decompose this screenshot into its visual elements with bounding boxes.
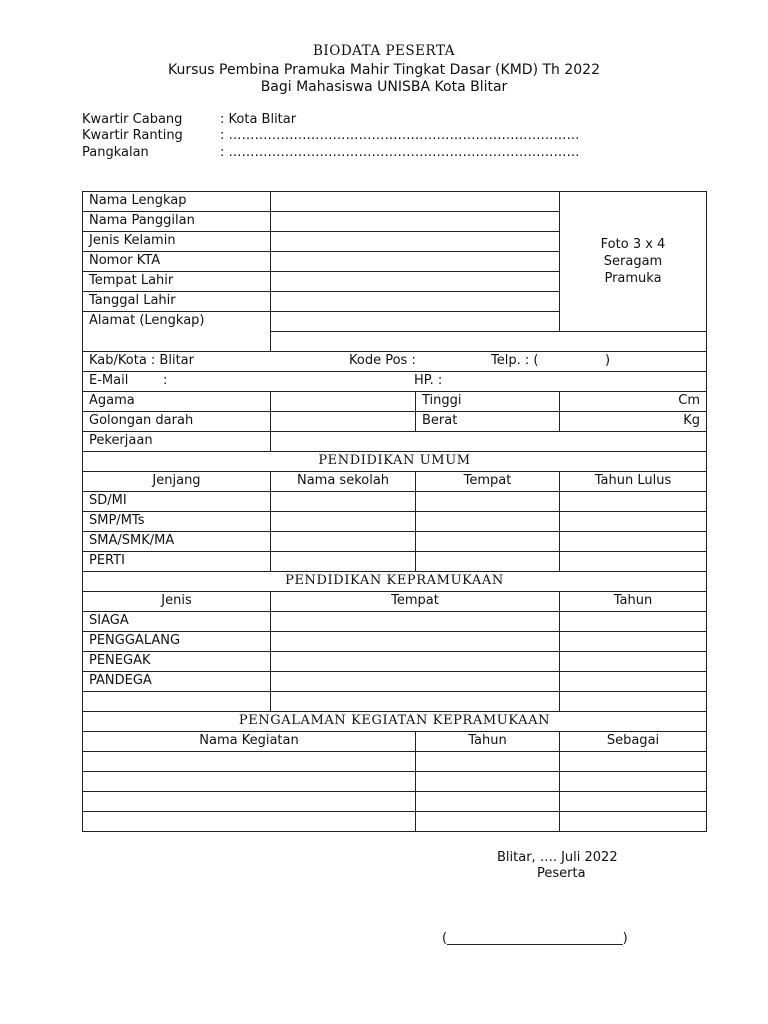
hp-label: HP. : [414, 373, 443, 388]
pg-cell[interactable] [416, 752, 560, 772]
pg-cell[interactable] [83, 752, 416, 772]
tinggi-label: Tinggi [416, 392, 560, 412]
berat-label: Berat [416, 412, 560, 432]
pu-row-label: SMP/MTs [83, 512, 271, 532]
table-row [83, 692, 707, 712]
kwartir-cabang-value: : Kota Blitar [220, 112, 297, 127]
biodata-form-table [82, 191, 707, 832]
pu-row-label: SD/MI [83, 492, 271, 512]
pk-cell[interactable] [271, 612, 560, 632]
tempat-lahir-label: Tempat Lahir [83, 272, 271, 292]
kwartir-cabang-row [82, 112, 296, 128]
pg-cell[interactable] [416, 792, 560, 812]
pk-row-label: SIAGA [83, 612, 271, 632]
pg-cell[interactable] [416, 772, 560, 792]
tanggal-lahir-field[interactable] [271, 292, 560, 312]
nomor-kta-label: Nomor KTA [83, 252, 271, 272]
pg-cell[interactable] [83, 772, 416, 792]
pangkalan-label: Pangkalan [82, 145, 149, 160]
pk-cell[interactable] [560, 652, 707, 672]
pg-col-tahun: Tahun [416, 732, 560, 752]
photo-text-2: Seragam [603, 254, 663, 269]
kwartir-cabang-label: Kwartir Cabang [82, 112, 183, 127]
pu-cell[interactable] [560, 492, 707, 512]
table-row [83, 772, 707, 792]
pk-col-tempat: Tempat [271, 592, 560, 612]
golongan-darah-field[interactable] [271, 412, 416, 432]
document-subtitle: Kursus Pembina Pramuka Mahir Tingkat Dasar (KMD) Th 2022 [168, 62, 600, 78]
pg-cell[interactable] [416, 812, 560, 832]
jenis-kelamin-label: Jenis Kelamin [83, 232, 271, 252]
pu-col-tahun-lulus: Tahun Lulus [560, 472, 707, 492]
table-row [83, 752, 707, 772]
pk-cell[interactable] [560, 612, 707, 632]
nama-lengkap-label: Nama Lengkap [83, 192, 271, 212]
pg-cell[interactable] [560, 772, 707, 792]
email-row[interactable] [83, 372, 707, 392]
berat-unit[interactable]: Kg [560, 412, 707, 432]
pk-cell[interactable] [271, 672, 560, 692]
pangkalan-value: : ……………………………………………………………………… [220, 145, 580, 160]
golongan-darah-label: Golongan darah [83, 412, 271, 432]
pekerjaan-field[interactable] [271, 432, 707, 452]
photo-text-1: Foto 3 x 4 [600, 237, 666, 252]
pu-col-nama-sekolah: Nama sekolah [271, 472, 416, 492]
pk-row-label[interactable] [83, 692, 271, 712]
table-row [83, 552, 707, 572]
pu-cell[interactable] [271, 552, 416, 572]
pu-cell[interactable] [560, 552, 707, 572]
pg-cell[interactable] [560, 812, 707, 832]
pk-row-label: PENGGALANG [83, 632, 271, 652]
table-row [83, 632, 707, 652]
pk-row-label: PENEGAK [83, 652, 271, 672]
pendidikan-kepramukaan-heading: PENDIDIKAN KEPRAMUKAAN [83, 572, 707, 592]
nama-panggilan-field[interactable] [271, 212, 560, 232]
kwartir-ranting-row [82, 128, 580, 144]
tempat-lahir-field[interactable] [271, 272, 560, 292]
table-row [83, 492, 707, 512]
pg-cell[interactable] [83, 792, 416, 812]
table-row [83, 512, 707, 532]
pk-col-tahun: Tahun [560, 592, 707, 612]
pg-cell[interactable] [83, 812, 416, 832]
sign-role: Peserta [537, 866, 586, 881]
email-colon: : [163, 373, 168, 388]
kwartir-ranting-label: Kwartir Ranting [82, 128, 183, 143]
pu-cell[interactable] [416, 492, 560, 512]
pu-row-label: SMA/SMK/MA [83, 532, 271, 552]
pg-cell[interactable] [560, 792, 707, 812]
pekerjaan-label: Pekerjaan [83, 432, 271, 452]
pu-cell[interactable] [560, 512, 707, 532]
kwartir-ranting-value: : ……………………………………………………………………… [220, 128, 580, 143]
pendidikan-umum-heading: PENDIDIKAN UMUM [83, 452, 707, 472]
jenis-kelamin-field[interactable] [271, 232, 560, 252]
pg-cell[interactable] [560, 752, 707, 772]
table-row [83, 652, 707, 672]
pk-cell[interactable] [271, 692, 560, 712]
pangkalan-row [82, 145, 580, 161]
alamat-label: Alamat (Lengkap) [83, 312, 271, 352]
agama-field[interactable] [271, 392, 416, 412]
email-label: E-Mail [89, 373, 129, 388]
pk-col-jenis: Jenis [83, 592, 271, 612]
pu-cell[interactable] [271, 492, 416, 512]
pu-cell[interactable] [416, 532, 560, 552]
pu-cell[interactable] [416, 512, 560, 532]
pk-cell[interactable] [560, 672, 707, 692]
photo-box [560, 192, 707, 332]
photo-text-3: Pramuka [604, 271, 662, 286]
pu-cell[interactable] [560, 532, 707, 552]
nama-panggilan-label: Nama Panggilan [83, 212, 271, 232]
nama-lengkap-field[interactable] [271, 192, 560, 212]
alamat-field-1[interactable] [271, 312, 560, 332]
nomor-kta-field[interactable] [271, 252, 560, 272]
pu-col-jenjang: Jenjang [83, 472, 271, 492]
pk-row-label: PANDEGA [83, 672, 271, 692]
sign-place-date: Blitar, …. Juli 2022 [497, 850, 618, 865]
pengalaman-heading: PENGALAMAN KEGIATAN KEPRAMUKAAN [83, 712, 707, 732]
document-subtitle-2: Bagi Mahasiswa UNISBA Kota Blitar [260, 79, 508, 95]
pu-cell[interactable] [416, 552, 560, 572]
signature-line[interactable]: (___________________________) [442, 931, 628, 946]
kab-kota-text: Kab/Kota : Blitar [89, 353, 194, 368]
pk-cell[interactable] [560, 632, 707, 652]
agama-label: Agama [83, 392, 271, 412]
pk-cell[interactable] [271, 632, 560, 652]
pk-cell[interactable] [560, 692, 707, 712]
alamat-field-2[interactable] [271, 332, 707, 352]
kode-pos-label: Kode Pos : [349, 353, 416, 368]
pg-col-sebagai: Sebagai [560, 732, 707, 752]
document-title: BIODATA PESERTA [313, 43, 455, 59]
pu-cell[interactable] [271, 532, 416, 552]
tinggi-unit[interactable]: Cm [560, 392, 707, 412]
table-row [83, 612, 707, 632]
tanggal-lahir-label: Tanggal Lahir [83, 292, 271, 312]
table-row [83, 792, 707, 812]
table-row [83, 532, 707, 552]
pu-col-tempat: Tempat [416, 472, 560, 492]
telp-label: Telp. : ( [491, 353, 539, 368]
table-row [83, 672, 707, 692]
pu-row-label: PERTI [83, 552, 271, 572]
kab-kota-row[interactable] [83, 352, 707, 372]
table-row [83, 812, 707, 832]
pu-cell[interactable] [271, 512, 416, 532]
pg-col-nama-kegiatan: Nama Kegiatan [83, 732, 416, 752]
telp-close: ) [605, 353, 611, 368]
pk-cell[interactable] [271, 652, 560, 672]
